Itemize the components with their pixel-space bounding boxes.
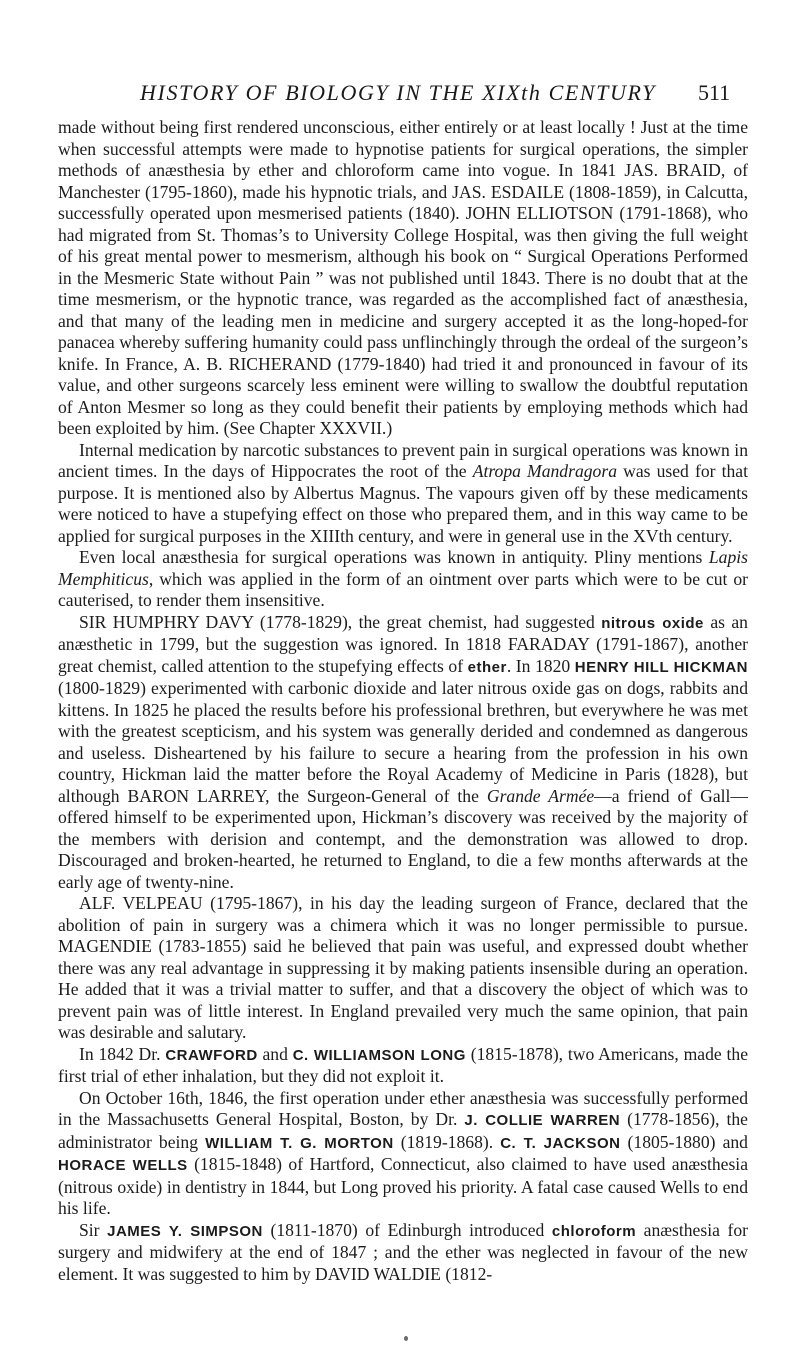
text-run: made without being first rendered unconscious, either entirely or at least locally ! Just at the time when successful attempts were made to hypnotise patients for surgical operations, the simpler methods of anæsthesia by ether and chloroform came into vogue. In 1841 JAS. BRAID, of Manchester (1795-1860), made his hypnotic trials, and JAS. ESDAILE (1808-1859), in Calcutta, successfully operated upon mesmerised patients (1840). JOHN ELLIOTSON (1791-1868), who had migrated from St. Thomas’s to University College Hospital, was then giving the full weight of his great mental power to mesmerism, although his book on “ Surgical Operations Performed in the Mesmeric State without Pain ” was not published until 1843. There is no doubt that at the time mesmerism, or the hypnotic trance, was regarded as the accomplished fact of anæsthesia, and that many of the leading men in medicine and surgery accepted it as the long-hoped-for panacea whereby suffering humanity could pass unflinchingly through the ordeal of the surgeon’s knife. In France, A. B. RICHERAND (1779-1840) had tried it and pronounced in favour of its value, and other surgeons scarcely less eminent were willing to swallow the doubtful reputation of Anton Mesmer so long as they could benefit their patients by employing methods which had been exploited by him. (See Chapter XXXVII.) [58,117,748,438]
text-run: , which was applied in the form of an ointment over parts which were to be cut or cauterised, to render them insensitive. [58,568,748,610]
text-run: In 1842 Dr. [79,1043,166,1064]
text-run: SIR HUMPHRY DAVY (1778-1829), the great chemist, had suggested [79,611,602,632]
paragraph [58,117,748,440]
paragraph [58,440,748,548]
text-run: (1800-1829) experimented with carbonic dioxide and later nitrous oxide gas on dogs, rabbits and kittens. In 1825 he placed the results before his professional brethren, but everywhere he was met with the greatest scepticism, and his system was generally derided and condemned as dangerous and useless. Disheartened by his failure to secure a hearing from the profession in his own country, Hickman laid the matter before the Royal Academy of Medicine in Paris (1828), but although BARON LARREY, the Surgeon-General of the [58,678,748,806]
bold-name: ether [467,658,507,676]
body-text [58,117,748,1285]
text-run: On October 16th, 1846, the first operation under ether anæsthesia was successfully performed in the Massachusetts General Hospital, Boston, by Dr. [58,1087,748,1129]
bold-name: C. WILLIAMSON LONG [292,1046,466,1064]
text-run: (1811-1870) of Edinburgh introduced [262,1219,552,1240]
text-run: (1819-1868). [393,1131,501,1152]
text-run: (1815-1848) of Hartford, Connecticut, also claimed to have used anæsthesia (nitrous oxide) in dentistry in 1844, but Long proved his priority. A fatal case caused Wells to end his life. [58,1154,749,1218]
running-header: HISTORY OF BIOLOGY IN THE XIXth CENTURY [140,80,656,105]
bold-name: JAMES Y. SIMPSON [107,1222,263,1240]
paragraph [58,1044,748,1088]
text-run: Even local anæsthesia for surgical operations was known in antiquity. Pliny mentions [79,547,709,567]
text-run: as an anæsthetic in 1799, but the suggestion was ignored. In 1818 FARADAY (1791-1867), another great chemist, called attention to the stupefying effects of [58,611,748,676]
text-run: and [257,1043,293,1064]
text-run: was used for that purpose. It is mentioned also by Albertus Magnus. The vapours given off by these medicaments were noticed to have a stupefying effect on those who prepared them, and in this way came to be applied for surgical purposes in the XIIIth century, and were in general use in the XVth century. [58,461,748,546]
bold-name: HORACE WELLS [58,1157,188,1174]
text-run: (1805-1880) and [620,1131,748,1152]
bold-name: chloroform [551,1222,637,1240]
text-run: (1778-1856), the administrator being [58,1109,748,1152]
text-run: —a friend of Gall—offered himself to be experimented upon, Hickman’s discovery was received by the majority of the members with derision and contempt, and the demonstration was allowed to drop. Discouraged and broken-hearted, he returned to England, to die a few months afterwards at the early age of twenty-nine. [58,785,748,892]
page-number: 511 [698,80,731,105]
paragraph [58,1088,748,1220]
bold-name: C. T. JACKSON [500,1134,621,1152]
text-run: . In 1820 [506,655,575,676]
text-run: ALF. VELPEAU (1795-1867), in his day the leading surgeon of France, declared that the abolition of pain in surgery was a chimera which it was no longer permissible to pursue. MAGENDIE (1783-1855) said he believed that pain was useful, and expressed doubt whether there was any real advantage in suppressing it by making patients insensible during an operation. He added that it was a trivial matter to suffer, and that a discovery the object of which was to prevent pain was of little interest. In England prevailed very much the same opinion, that pain was desirable and salutary. [58,893,748,1042]
bold-name: J. COLLIE WARREN [464,1112,621,1129]
paper-speck [404,1336,408,1341]
italic-term: Lapis Memphiticus [58,547,748,589]
text-run: (1815-1878), two Americans, made the first trial of ether inhalation, but they did not exploit it. [58,1043,749,1086]
text-run: anæsthesia for surgery and midwifery at the end of 1847 ; and the ether was neglected in favour of the new element. It was suggested to him by DAVID WALDIE (1812- [58,1219,748,1284]
bold-name: CRAWFORD [165,1046,258,1064]
text-run: Sir [79,1219,108,1240]
paragraph [58,612,748,894]
paragraph [58,1220,748,1286]
paragraph [58,893,748,1044]
text-run: Internal medication by narcotic substances to prevent pain in surgical operations was known in ancient times. In the days of Hippocrates the root of the [58,439,748,481]
bold-name: WILLIAM T. G. MORTON [205,1134,394,1152]
bold-name: nitrous oxide [601,614,704,632]
italic-term: Atropa Mandragora [472,461,617,481]
italic-term: Grande Armée [486,785,595,806]
bold-name: HENRY HILL HICKMAN [574,658,748,676]
paragraph [58,547,748,612]
